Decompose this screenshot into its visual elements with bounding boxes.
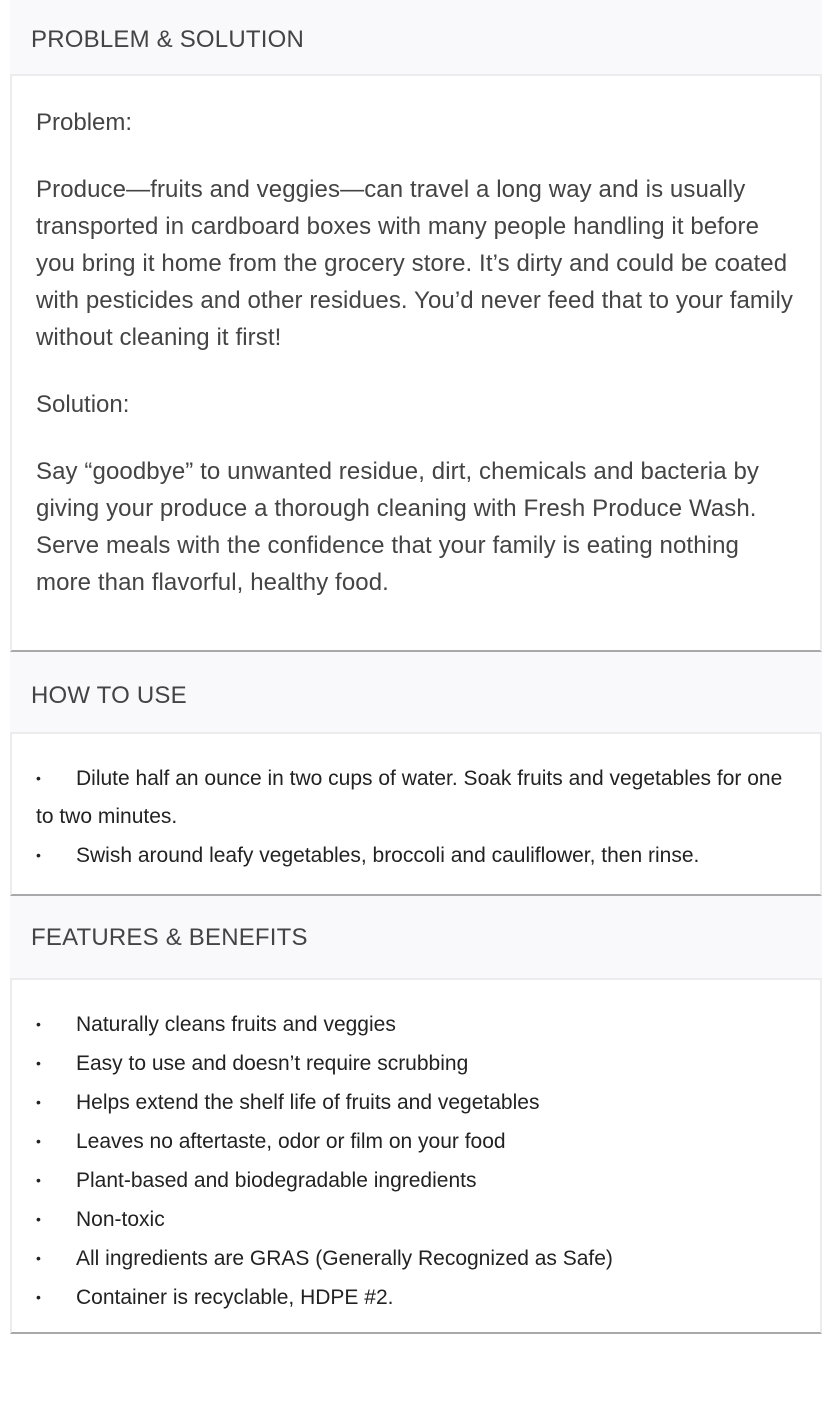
problem-solution-header[interactable] bbox=[10, 0, 822, 74]
solution-text: Say “goodbye” to unwanted residue, dirt, chemicals and bacteria by giving your produce a thorough cleaning with Fresh Produce Wash. Serve meals with the confidence that your family is eating nothing more than flavorful, healthy food. bbox=[36, 458, 760, 596]
product-details bbox=[10, 0, 822, 1334]
features-benefits-header[interactable] bbox=[10, 896, 822, 978]
feature-item bbox=[36, 1278, 796, 1317]
feature-item bbox=[36, 1239, 796, 1278]
feature-item-text: Easy to use and doesn’t require scrubbing bbox=[76, 1052, 469, 1075]
features-list bbox=[36, 1005, 796, 1317]
feature-item bbox=[36, 1083, 796, 1122]
bullet-icon: • bbox=[36, 1016, 41, 1032]
feature-item bbox=[36, 1200, 796, 1239]
problem-solution-title: PROBLEM & SOLUTION bbox=[31, 26, 304, 53]
feature-item bbox=[36, 1122, 796, 1161]
bullet-icon: • bbox=[36, 1055, 41, 1071]
bullet-icon: • bbox=[36, 1133, 41, 1149]
how-to-use-item bbox=[36, 836, 796, 875]
how-to-use-item-text: Dilute half an ounce in two cups of water. Soak fruits and vegetables for one to two minutes. bbox=[36, 767, 783, 828]
features-benefits-title: FEATURES & BENEFITS bbox=[31, 924, 308, 951]
problem-label: Problem: bbox=[36, 109, 133, 136]
feature-item bbox=[36, 1161, 796, 1200]
feature-item bbox=[36, 1005, 796, 1044]
bullet-icon: • bbox=[36, 770, 41, 786]
problem-solution-body bbox=[10, 74, 822, 652]
bullet-icon: • bbox=[36, 1094, 41, 1110]
how-to-use-body bbox=[10, 732, 822, 896]
bullet-icon: • bbox=[36, 847, 41, 863]
feature-item-text: Container is recyclable, HDPE #2. bbox=[76, 1286, 394, 1309]
problem-text: Produce—fruits and veggies—can travel a long way and is usually transported in cardboard boxes with many people handling it before you bring it home from the grocery store. It’s dirty and could be coated with pesticides and other residues. You’d never feed that to your family without cleaning it first! bbox=[36, 176, 793, 351]
feature-item-text: Helps extend the shelf life of fruits and vegetables bbox=[76, 1091, 540, 1114]
how-to-use-title: HOW TO USE bbox=[31, 682, 187, 709]
bullet-icon: • bbox=[36, 1250, 41, 1266]
feature-item-text: All ingredients are GRAS (Generally Recognized as Safe) bbox=[76, 1247, 613, 1270]
bullet-icon: • bbox=[36, 1172, 41, 1188]
solution-label: Solution: bbox=[36, 391, 130, 418]
feature-item-text: Leaves no aftertaste, odor or film on your food bbox=[76, 1130, 506, 1153]
how-to-use-item-text: Swish around leafy vegetables, broccoli and cauliflower, then rinse. bbox=[76, 844, 700, 867]
how-to-use-header[interactable] bbox=[10, 652, 822, 732]
feature-item-text: Plant-based and biodegradable ingredients bbox=[76, 1169, 477, 1192]
bullet-icon: • bbox=[36, 1211, 41, 1227]
feature-item bbox=[36, 1044, 796, 1083]
how-to-use-item bbox=[36, 759, 796, 836]
feature-item-text: Non-toxic bbox=[76, 1208, 165, 1231]
feature-item-text: Naturally cleans fruits and veggies bbox=[76, 1013, 396, 1036]
features-benefits-body bbox=[10, 978, 822, 1334]
bullet-icon: • bbox=[36, 1289, 41, 1305]
